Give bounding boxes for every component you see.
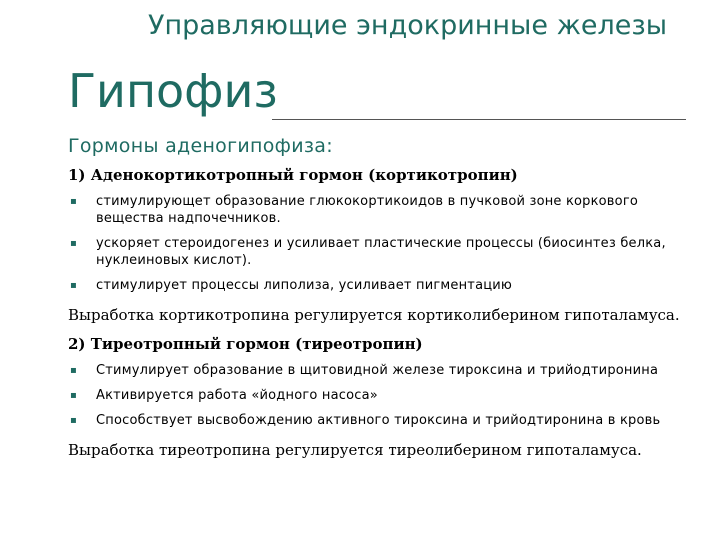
list-item [68,362,708,379]
bullet-icon: ▪ [70,196,77,207]
section-subtitle: Гормоны аденогипофиза: [68,135,333,157]
bullet-text: Активируется работа «йодного насоса» [96,388,378,403]
bullet-icon: ▪ [70,280,77,291]
bullet-text: Стимулирует образование в щитовидной железе тироксина и трийодтиронина [96,363,659,378]
bullet-text: стимулирующет образование глюкокортикоидов в пучковой зоне коркового вещества надпочечников. [96,194,639,226]
section-1-regulation: Выработка кортикотропина регулируется кортиколиберином гипоталамуса. [68,306,680,324]
list-item [68,387,708,404]
section-1-regulation-wrap [68,304,708,326]
section-2-heading: 2) Тиреотропный гормон (тиреотропин) [68,335,423,353]
section-2-regulation: Выработка тиреотропина регулируется тиреолиберином гипоталамуса. [68,441,642,459]
section-1-heading: 1) Аденокортикотропный гормон (кортикотропин) [68,166,518,184]
bullet-icon: ▪ [70,415,77,426]
slide-supertitle: Управляющие эндокринные железы [148,10,668,41]
list-item [68,277,708,294]
list-item [68,412,708,429]
section-1-bullets [68,193,708,294]
bullet-text: стимулирует процессы липолиза, усиливает пигментацию [96,278,513,293]
bullet-icon: ▪ [70,390,77,401]
bullet-text: Способствует высвобождению активного тироксина и трийодтиронина в кровь [96,413,661,428]
bullet-icon: ▪ [70,365,77,376]
bullet-text: ускоряет стероидогенез и усиливает пластические процессы (биосинтез белка, нуклеиновых кислот). [96,236,666,268]
slide-title: Гипофиз [68,64,278,118]
bullet-icon: ▪ [70,238,77,249]
list-item [68,193,708,227]
section-2-bullets [68,362,708,429]
list-item [68,235,708,269]
title-divider [272,119,686,120]
slide-content [68,165,708,461]
